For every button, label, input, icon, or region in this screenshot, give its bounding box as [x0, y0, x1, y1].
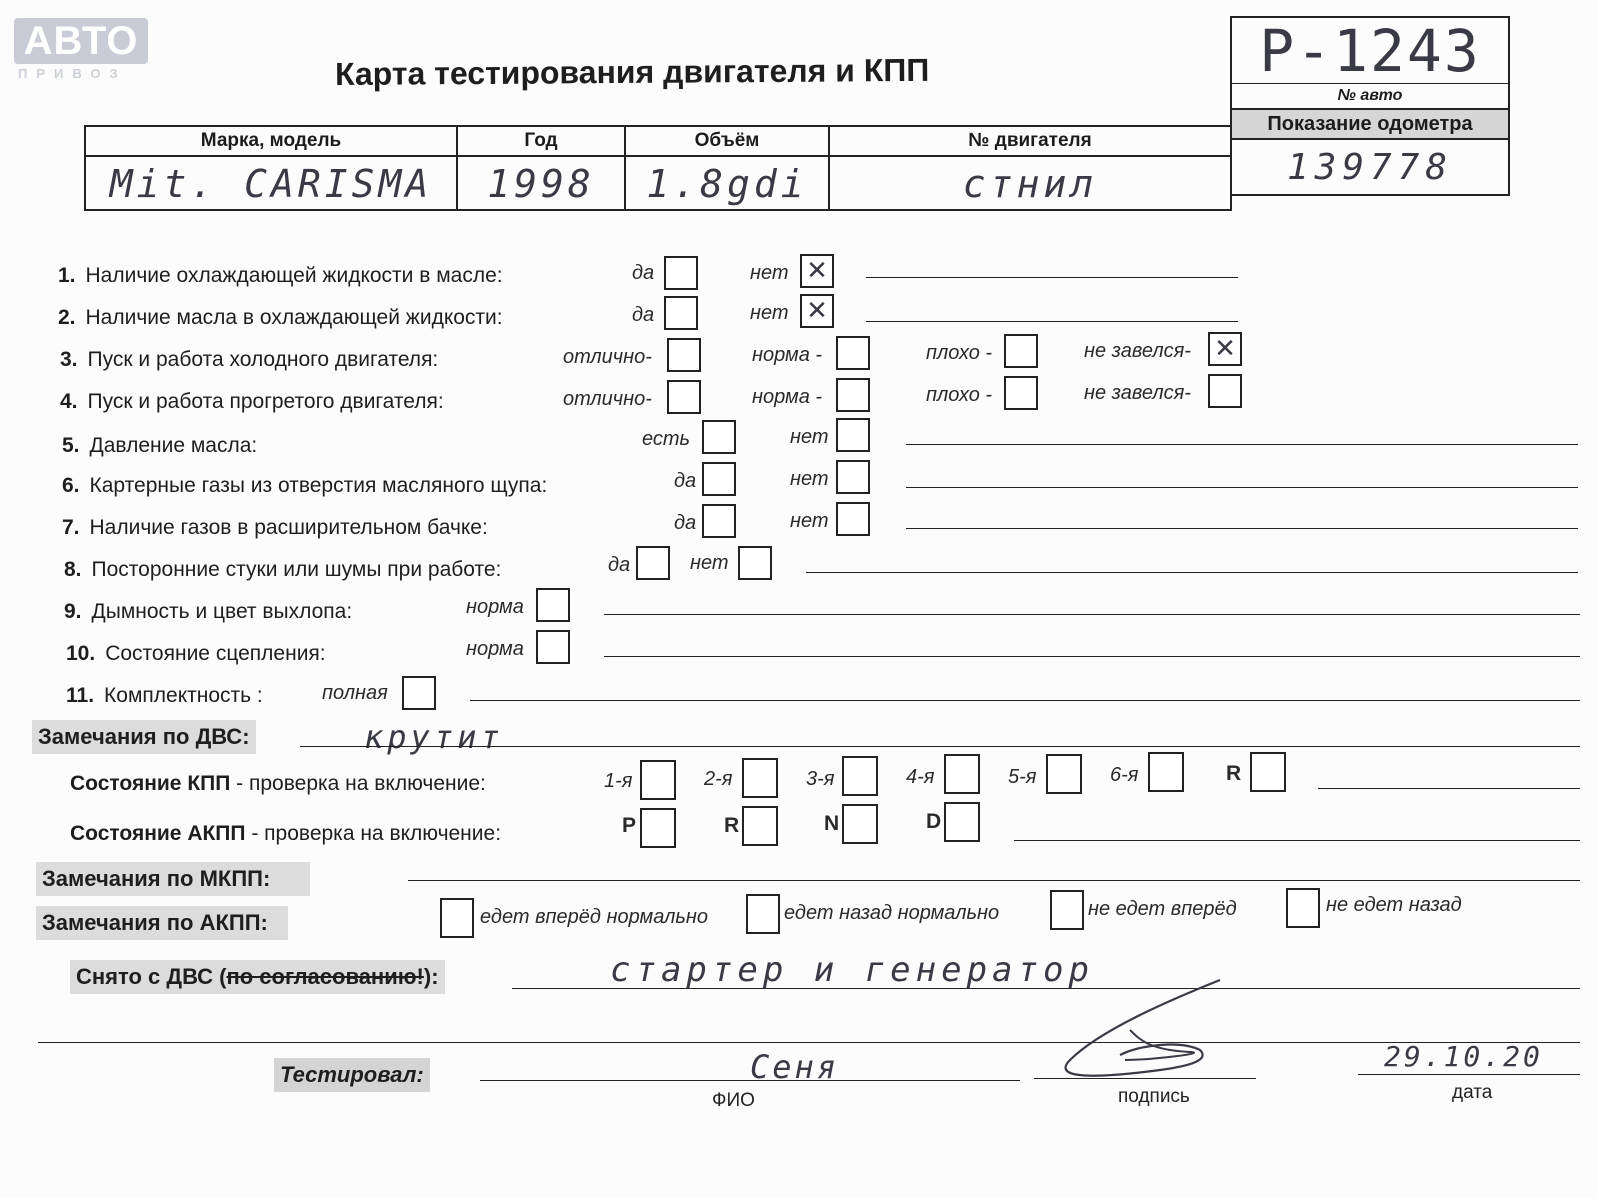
option-label: не завелся- [1084, 382, 1191, 404]
option-label: да [674, 512, 697, 534]
col-header-model: Марка, модель [84, 125, 458, 155]
question-text: Пуск и работа прогретого двигателя: [87, 390, 444, 413]
kpp-gear-label: 6-я [1110, 764, 1139, 786]
kpp-label-rest: - проверка на включение: [230, 772, 486, 795]
kpp-notes-line [1318, 788, 1580, 789]
akpp-notes-line [1014, 840, 1580, 841]
question-text: Пуск и работа холодного двигателя: [87, 348, 439, 371]
checkbox-q7-yes[interactable] [702, 504, 736, 538]
option-label: да [608, 554, 631, 576]
q9-notes-line [604, 614, 1580, 615]
q10-notes-line [604, 656, 1580, 657]
value-volume: 1.8gdi [624, 155, 830, 211]
option-label: нет [790, 468, 829, 490]
checkbox-q4-not-started[interactable] [1208, 374, 1242, 408]
option-label: есть [642, 428, 691, 450]
question-text: Состояние сцепления: [105, 642, 326, 665]
date-line [1358, 1074, 1580, 1075]
value-year: 1998 [456, 155, 626, 211]
checkbox-q6-yes[interactable] [702, 462, 736, 496]
akpp-gear-label: R [724, 814, 740, 837]
option-label: да [632, 304, 655, 326]
option-label: полная [322, 682, 388, 704]
dvs-remarks-value: крутит [364, 718, 504, 756]
option-label: да [674, 470, 697, 492]
option-label: нет [750, 302, 789, 324]
question-text: Комплектность : [104, 684, 263, 707]
checkbox-q3-normal[interactable] [836, 336, 870, 370]
checkbox-kpp-gear-r[interactable] [1250, 752, 1286, 792]
checkbox-kpp-gear-1[interactable] [640, 760, 676, 800]
checkbox-q8-no[interactable] [738, 546, 772, 580]
removed-label-strike: по согласованию! [226, 964, 424, 989]
option-label: норма - [752, 386, 823, 408]
question-number: 11. [66, 684, 95, 707]
question-number: 10. [66, 642, 96, 665]
question-number: 3. [60, 348, 78, 371]
name-line [480, 1080, 1020, 1081]
question-5 [62, 434, 257, 458]
question-text: Наличие масла в охлаждающей жидкости: [85, 306, 503, 329]
akpp-gear-label: D [926, 810, 942, 833]
question-7 [62, 516, 488, 540]
checkbox-q4-bad[interactable] [1004, 376, 1038, 410]
akpp-check-label [70, 822, 501, 846]
checkbox-kpp-gear-5[interactable] [1046, 754, 1082, 794]
question-text: Посторонние стуки или шумы при работе: [91, 558, 502, 581]
removed-value: стартер и генератор [610, 950, 1094, 990]
akpp-gear-label: P [622, 814, 637, 837]
kpp-gear-label: 5-я [1008, 766, 1037, 788]
checkbox-q4-excellent[interactable] [667, 380, 701, 414]
dvs-remarks-line [300, 746, 1580, 747]
mkpp-remarks-label: Замечания по МКПП: [36, 862, 310, 896]
q2-notes-line [866, 321, 1238, 322]
question-number: 7. [62, 516, 80, 539]
checkbox-kpp-gear-3[interactable] [842, 756, 878, 796]
option-label: нет [690, 552, 729, 574]
checkbox-q1-yes[interactable] [664, 256, 698, 290]
checkbox-akpp-reverse-ok[interactable] [746, 894, 780, 934]
question-4 [60, 390, 444, 414]
option-label: нет [790, 510, 829, 532]
brand-logo [14, 18, 148, 81]
checkbox-akpp-d[interactable] [944, 802, 980, 842]
option-label: нет [750, 262, 789, 284]
checkbox-q3-bad[interactable] [1004, 334, 1038, 368]
question-2 [58, 306, 503, 330]
removed-line-2 [38, 1042, 1580, 1043]
removed-label [70, 960, 445, 994]
q7-notes-line [906, 528, 1578, 529]
checkbox-q7-no[interactable] [836, 502, 870, 536]
question-text: Наличие охлаждающей жидкости в масле: [85, 264, 503, 287]
checkbox-q3-not-started[interactable]: ✕ [1208, 332, 1242, 366]
test-date: 29.10.20 [1384, 1040, 1543, 1073]
option-label: не завелся- [1084, 340, 1191, 362]
value-odometer: 139778 [1230, 138, 1510, 196]
akpp-gear-label: N [824, 812, 840, 835]
col-header-odometer: Показание одометра [1230, 108, 1510, 138]
auto-number-label: № авто [1230, 84, 1510, 110]
question-text: Картерные газы из отверстия масляного щупа: [89, 474, 548, 497]
akpp-remark-option: едет назад нормально [784, 902, 1000, 924]
akpp-remark-option: едет вперёд нормально [480, 906, 709, 928]
auto-number-value: Р-1243 [1230, 16, 1510, 84]
col-header-volume: Объём [624, 125, 830, 155]
question-text: Наличие газов в расширительном бачке: [89, 516, 488, 539]
checkbox-q4-normal[interactable] [836, 378, 870, 412]
mkpp-remarks-line [408, 880, 1580, 881]
value-model: Mit. CARISMA [84, 155, 458, 211]
tester-name: Сеня [750, 1048, 840, 1086]
checkbox-q9-normal[interactable] [536, 588, 570, 622]
signature-graphic [1040, 960, 1260, 1090]
kpp-gear-label: R [1226, 762, 1242, 785]
date-caption: дата [1452, 1082, 1493, 1103]
checkbox-kpp-gear-2[interactable] [742, 758, 778, 798]
q6-notes-line [906, 487, 1578, 488]
option-label: плохо - [926, 342, 993, 364]
kpp-gear-label: 3-я [806, 768, 835, 790]
removed-label-a: Снято с ДВС ( [76, 964, 227, 989]
question-11 [66, 684, 263, 708]
page-title: Карта тестирования двигателя и КПП [334, 51, 930, 92]
logo-brand-text: АВТО [14, 18, 148, 64]
q8-notes-line [806, 572, 1578, 573]
checkbox-akpp-r[interactable] [742, 806, 778, 846]
kpp-gear-label: 4-я [906, 766, 935, 788]
col-header-year: Год [456, 125, 626, 155]
q5-notes-line [906, 444, 1578, 445]
checkbox-q11-full[interactable] [402, 676, 436, 710]
checkbox-akpp-no-reverse[interactable] [1286, 888, 1320, 928]
checkbox-q1-no[interactable]: ✕ [800, 254, 834, 288]
question-1 [58, 264, 503, 288]
checkbox-akpp-p[interactable] [640, 808, 676, 848]
tested-label: Тестировал: [274, 1058, 430, 1092]
option-label: да [632, 262, 655, 284]
kpp-check-label [70, 772, 486, 796]
option-label: норма [466, 596, 524, 618]
question-number: 1. [58, 264, 76, 287]
question-3 [60, 348, 438, 372]
checkbox-q8-yes[interactable] [636, 546, 670, 580]
option-label: отлично- [563, 346, 652, 368]
option-label: нет [790, 426, 829, 448]
logo-sub-text: ПРИВОЗ [18, 66, 127, 81]
question-number: 4. [60, 390, 78, 413]
question-8 [64, 558, 501, 582]
checkbox-kpp-gear-4[interactable] [944, 754, 980, 794]
kpp-gear-label: 2-я [704, 768, 733, 790]
question-6 [62, 474, 547, 498]
checkbox-q5-no[interactable] [836, 418, 870, 452]
q11-notes-line [470, 700, 1580, 701]
question-number: 2. [58, 306, 76, 329]
signature-caption: подпись [1118, 1086, 1190, 1107]
checkbox-q10-normal[interactable] [536, 630, 570, 664]
checkbox-akpp-no-forward[interactable] [1050, 890, 1084, 930]
value-engine-no: стнил [828, 155, 1232, 211]
question-text: Давление масла: [89, 434, 258, 457]
col-header-engine-no: № двигателя [828, 125, 1232, 155]
checkbox-q2-yes[interactable] [664, 296, 698, 330]
question-number: 5. [62, 434, 80, 457]
akpp-remark-option: не едет назад [1326, 894, 1462, 916]
question-number: 8. [64, 558, 82, 581]
option-label: норма [466, 638, 524, 660]
akpp-remarks-label: Замечания по АКПП: [36, 906, 288, 940]
option-label: норма - [752, 344, 823, 366]
signature-line [1034, 1078, 1256, 1079]
checkbox-q6-no[interactable] [836, 460, 870, 494]
kpp-label-bold: Состояние КПП [70, 772, 231, 795]
kpp-gear-label: 1-я [604, 770, 633, 792]
question-9 [64, 600, 352, 624]
checkbox-akpp-n[interactable] [842, 804, 878, 844]
checkbox-q5-yes[interactable] [702, 420, 736, 454]
akpp-label-rest: - проверка на включение: [245, 822, 502, 845]
question-number: 9. [64, 600, 82, 623]
removed-label-b: ): [423, 964, 439, 989]
dvs-remarks-label: Замечания по ДВС: [32, 720, 256, 754]
name-caption: ФИО [712, 1090, 755, 1111]
option-label: плохо - [926, 384, 993, 406]
question-number: 6. [62, 474, 80, 497]
q1-notes-line [866, 277, 1238, 278]
checkbox-q2-no[interactable]: ✕ [800, 294, 834, 328]
checkbox-akpp-forward-ok[interactable] [440, 898, 474, 938]
akpp-remark-option: не едет вперёд [1088, 898, 1237, 920]
question-text: Дымность и цвет выхлопа: [91, 600, 353, 623]
option-label: отлично- [563, 388, 652, 410]
akpp-label-bold: Состояние АКПП [70, 822, 246, 845]
question-10 [66, 642, 326, 666]
checkbox-q3-excellent[interactable] [667, 338, 701, 372]
checkbox-kpp-gear-6[interactable] [1148, 752, 1184, 792]
